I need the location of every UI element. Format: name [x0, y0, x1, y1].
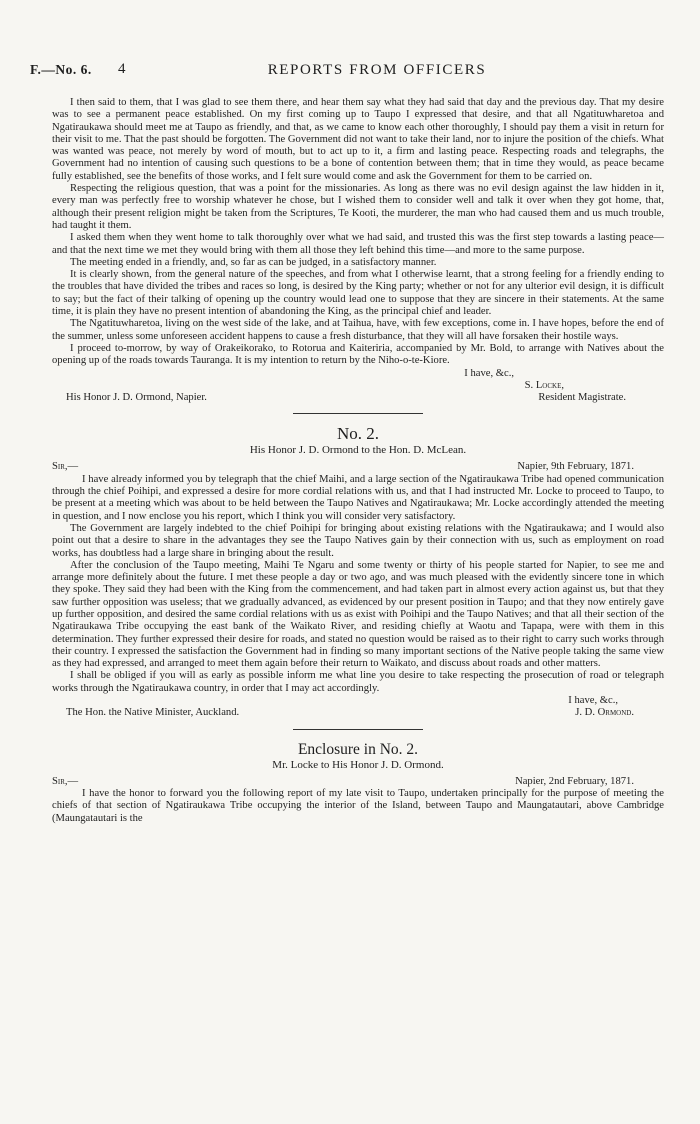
- document-body: [52, 97, 664, 825]
- closing: I have, &c.,: [464, 367, 514, 379]
- address-row: [52, 392, 664, 404]
- document-reference: F.—No. 6.: [30, 62, 92, 77]
- paragraph: Respecting the religious question, that was a point for the missionaries. As long as there was no evil design against the law hidden in it, every man was perfectly free to worship whatever he chose, but I wished them to consider well and talk it over when they got home, that, although their present religion might be taken from the Scriptures, Te Kooti, the murderer, the man who had caused them and us much trouble, had taught it them.: [52, 183, 664, 231]
- enclosure-subheading: Mr. Locke to His Honor J. D. Ormond.: [272, 758, 444, 771]
- place-date: Napier, 9th February, 1871.: [517, 461, 634, 473]
- closing: I have, &c.,: [568, 695, 618, 707]
- paragraph: I then said to them, that I was glad to see them there, and hear them say what they had said that day and the previous day. That my desire was to see a permanent peace established. On my first coming up to Taupo I expressed that desire, and that all Ngatituwharetoa and Ngatiraukawa should meet me at Taupo as friendly, and that, as we came to know each other thoroughly, I should pay them a visit in return for their visit to me. That the past should be forgotten. The Government did not want to take their land, nor to injure the position of the chiefs. What was wanted was peace, not merely by word of mouth, but to act up to it, a firm and lasting peace. Respecting roads and telegraphs, the Government had no intention of causing such questions to be a bone of contention between them; that in time they would, as peace became fully established, see the benefits of those works, and I felt sure would come and ask the Government for them to be carried on.: [52, 97, 664, 182]
- place-date: Napier, 2nd February, 1871.: [515, 775, 634, 787]
- document-heading: No. 2.: [336, 424, 380, 444]
- address-row: [52, 707, 664, 719]
- page-number: 4: [118, 61, 126, 77]
- running-header: [30, 62, 664, 78]
- paragraph: I have the honor to forward you the following report of my late visit to Taupo, undertaken principally for the purpose of meeting the chiefs of that section of Ngatiraukawa Tribe occupying the interior of the Island, between Taupo and Maungatautari, above Cambridge (Maungatautari is the: [52, 787, 664, 824]
- addressee: The Hon. the Native Minister, Auckland.: [66, 707, 240, 719]
- paragraph: The Ngatituwharetoa, living on the west side of the lake, and at Taihua, have, with few exceptions, come in. I have hopes, before the end of the summer, unless some unforeseen accident happens to cause a fresh disturbance, that they will all have forsaken their hostile ways.: [52, 318, 664, 342]
- salutation-row: [52, 776, 664, 788]
- section-divider: [293, 729, 423, 730]
- paragraph: I asked them when they went home to talk thoroughly over what we had said, and trusted this was the first step towards a lasting peace—and that the next time we met they would bring with them all those they left behind this time—and more to the same purpose.: [52, 232, 664, 256]
- salutation-row: [52, 461, 664, 473]
- paragraph: I proceed to-morrow, by way of Orakeikorako, to Rotorua and Kaiteriria, accompanied by Mr. Bold, to arrange with Natives about the opening up of the roads towards Tauranga. It is my intention to return by the Niho-o-te-Kiore.: [52, 342, 664, 367]
- salutation: Sir,—: [52, 461, 79, 473]
- paragraph: The meeting ended in a friendly, and, so far as can be judged, in a satisfactory manner.: [70, 256, 437, 268]
- addressee: His Honor J. D. Ormond, Napier.: [66, 392, 207, 404]
- paragraph: It is clearly shown, from the general nature of the speeches, and from what I otherwise learnt, that a strong feeling for a friendly ending to the troubles that have divided the tribes and races so long, is desired by the King party; whether or not for any ulterior evil design, it is difficult to say; but the fact of their talking of opening up the country would lead one to suppose that they are sincere in their statements. At the same time, it is plain they have no present intention of abandoning the King, as the principal chief and leader.: [52, 269, 664, 318]
- letter-continuation: [52, 97, 664, 404]
- paragraph: After the conclusion of the Taupo meeting, Maihi Te Ngaru and some twenty or thirty of his people started for Napier, to see me and arrange more definitely about the future. I met these people a day or two ago, and was much pleased with the evidently sincere tone in which they spoke. They said they had been with the King from the commencement, and had taken part in almost every action against us, but that they saw further opposition was useless; that we gradually advanced, as evidenced by our present position in Taupo; and that they now entirely gave up further opposition, and desired the same cordial relations with us as exist with Poihipi and the Taupo Natives; and that all their section of the Ngatiraukawa Tribe occupying the east bank of the Waikato River, and residing chiefly at Waotu and Tapapa, were with them in this determination. They further expressed their desire for roads, and stated no question would be raised as to their right to carry such works through their country. I expressed the satisfaction the Government had in finding so many important sections of the Native people taking the same view as they had expressed, and arranged to meet them again before their return to Waikato, and discuss about roads and other matters.: [52, 559, 664, 670]
- enclosure: [52, 740, 664, 825]
- document-subheading: His Honor J. D. Ormond to the Hon. D. McLean.: [249, 444, 467, 457]
- signature: J. D. Ormond.: [575, 707, 634, 719]
- paragraph: I have already informed you by telegraph that the chief Maihi, and a large section of the Ngatiraukawa Tribe had opened communication through the chief Poihipi, and expressed a desire for more cordial relations with us, and that I had instructed Mr. Locke to proceed to Taupo, to be present at a meeting which was about to be held between the Taupo Natives and Ngatiraukawa; Mr. Locke accordingly attended the meeting in question, and I now enclose you his report, which I think you will consider very satisfactory.: [52, 473, 664, 522]
- signature: S. Locke,: [524, 379, 564, 391]
- signer-title: Resident Magistrate.: [538, 392, 626, 404]
- salutation: Sir,—: [52, 775, 79, 787]
- enclosure-heading: Enclosure in No. 2.: [297, 740, 419, 758]
- paragraph: I shall be obliged if you will as early as possible inform me what line you desire to take respecting the prosecution of road or telegraph works through the Ngatiraukawa country, in order that I may act accordingly.: [52, 670, 664, 694]
- section-divider: [293, 413, 423, 414]
- page-title: REPORTS FROM OFFICERS: [267, 62, 487, 78]
- letter-no-2: [52, 424, 664, 719]
- paragraph: The Government are largely indebted to the chief Poihipi for bringing about existing relations with the Ngatiraukawa; and I would also point out that a desire to share in the advantages they see the Taupo Natives gain by their connection with us, such as employment on road works, has doubtless had a large share in bringing about the result.: [52, 522, 664, 559]
